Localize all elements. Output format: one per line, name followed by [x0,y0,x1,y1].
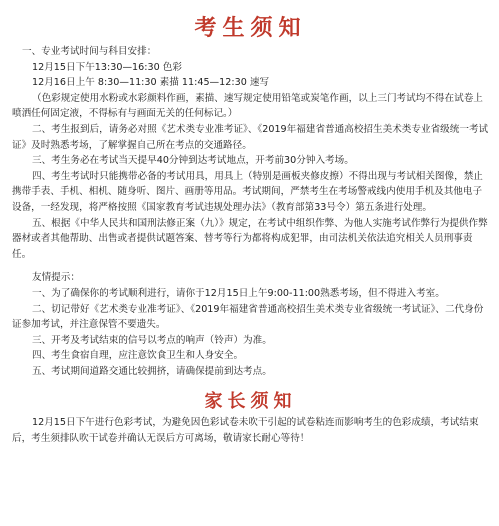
rule-item: 五、根据《中华人民共和国刑法修正案（九）》规定，在考试中组织作弊、为他人实施考试作弊行为提供作弊器材或者其他帮助、出售或者提供试题答案、替考等行为都将构成犯罪，由司法机关依法追究相关人员刑事责任。 [12,217,488,260]
rule-item: 三、考生务必在考试当天提早40分钟到达考试地点，开考前30分钟入考场。 [32,155,354,167]
schedule-line-1: 12月15日下午13:30—16:30 色彩 [32,61,182,73]
schedule-line-2: 12月16日上午 8:30—11:30 素描 11:45—12:30 速写 [32,77,270,89]
schedule-heading: 一、专业考试时间与科目安排： [22,46,157,57]
parent-notice-section [12,415,489,446]
parent-notice-text: 12月15日下午进行色彩考试，为避免因色彩试卷未吹干引起的试卷粘连而影响考生的色彩成绩，考试结束后，考生须排队吹干试卷并确认无误后方可离场，敬请家长耐心等待！ [12,417,479,445]
reminder-item: 五、考试期间道路交通比较拥挤，请确保提前到达考点。 [32,365,272,377]
reminder-item: 四、考生食宿自理，应注意饮食卫生和人身安全。 [32,350,244,362]
rule-item: 四、考生考试时只能携带必备的考试用具，用具上（特别是画板夹修皮擦）不得出现与考试相关图像，禁止携带手表、手机、相机、随身听、图片、画册等用品。考试期间，严禁考生在考场警戒线内使用手机及其他电子设备，一经发现，将严格按照《国家教育考试违规处理办法》（教育部第33号令）第五条进行处理。 [12,170,483,213]
parent-notice-title: 家长须知 [204,391,297,413]
reminder-item: 三、开考及考试结束的信号以考点的响声（铃声）为准。 [32,334,272,346]
page-title: 考生须知 [194,16,307,41]
spacer [12,262,489,270]
reminder-item: 二、切记带好《艺术类专业准考证》、《2019年福建省普通高校招生美术类专业省级统一考试证》、二代身份证参加考试，并注意保管不要遗失。 [12,303,484,331]
exam-notice-section [12,44,489,262]
reminder-item: 一、为了确保你的考试顺利进行，请你于12月15日上午9:00-11:00熟悉考场，但不得进入考室。 [32,287,445,299]
reminder-heading: 友情提示： [32,272,80,284]
schedule-note: （色彩规定使用水粉或水彩颜料作画，素描、速写规定使用铅笔或炭笔作画，以上三门考试均不得在试卷上喷洒任何固定液，不得标有与画面无关的任何标记。） [12,92,483,120]
rule-item: 二、考生报到后，请务必对照《艺术类专业准考证》、《2019年福建省普通高校招生美术类专业省级统一考试证》及时熟悉考场，了解掌握自己所在考点的交通路径。 [12,123,489,151]
reminder-section [12,270,489,379]
